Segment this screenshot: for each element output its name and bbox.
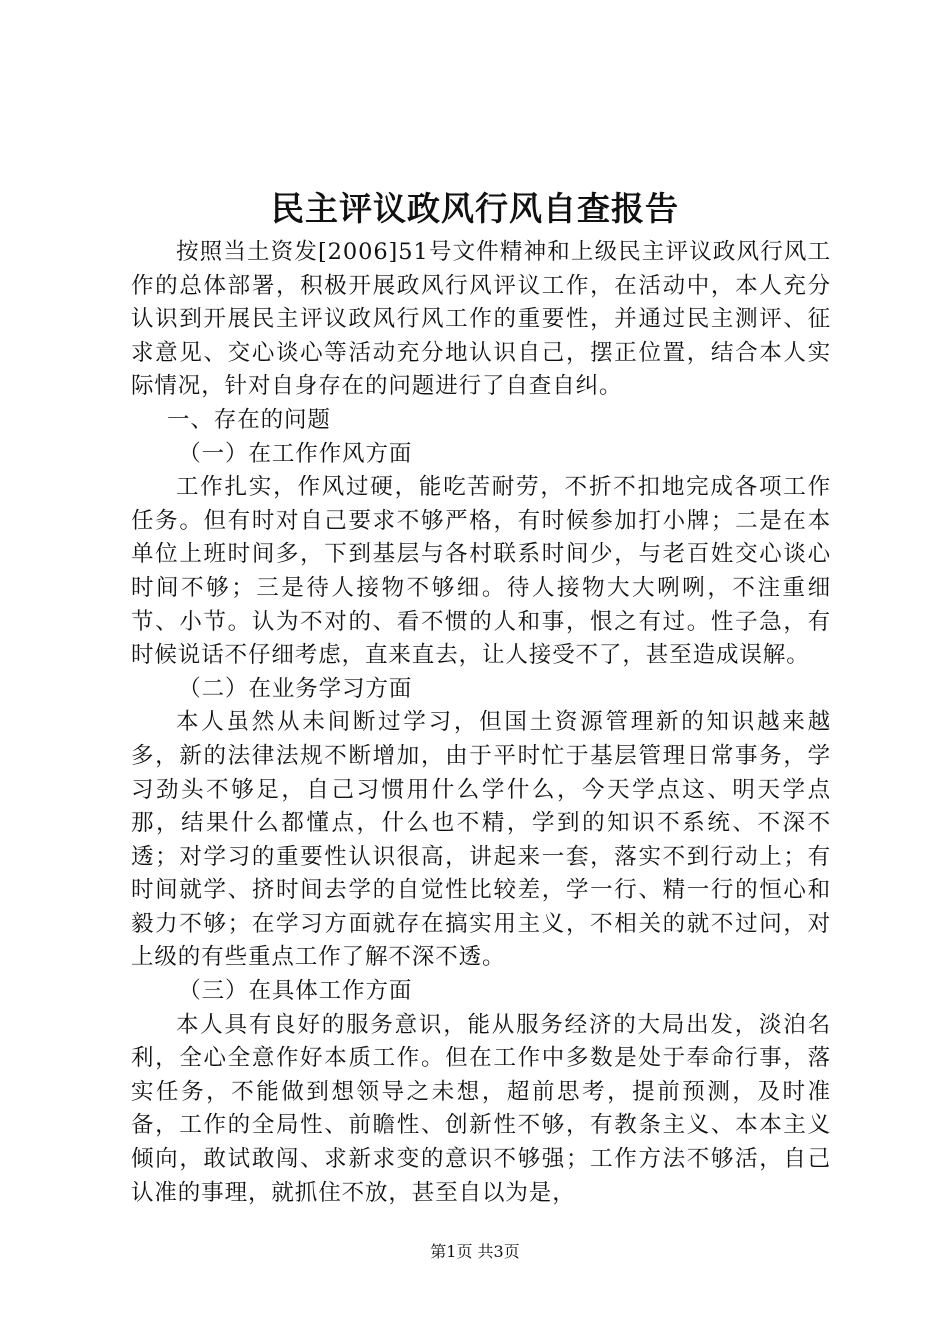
subsection-heading-specific-work: （三）在具体工作方面 xyxy=(178,978,413,1005)
work-style-paragraph: 工作扎实，作风过硬，能吃苦耐劳，不折不扣地完成各项工作任务。但有时对自己要求不够严格，有时候参加打小牌；二是在本单位上班时间多，下到基层与各村联系时间少，与老百姓交心谈心时间不够；三是待人接物不够细。待人接物大大咧咧，不注重细节、小节。认为不对的、看不惯的人和事，恨之有过。性子急，有时候说话不仔细考虑，直来直去，让人接受不了，甚至造成误解。 xyxy=(131,474,831,669)
study-paragraph: 本人虽然从未间断过学习，但国土资源管理新的知识越来越多，新的法律法规不断增加，由于平时忙于基层管理日常事务，学习劲头不够足，自己习惯用什么学什么，今天学点这、明天学点那，结果什么都懂点，什么也不精，学到的知识不系统、不深不透；对学习的重要性认识很高，讲起来一套，落实不到行动上；有时间就学、挤时间去学的自觉性比较差，学一行、精一行的恒心和毅力不够；在学习方面就存在搞实用主义，不相关的就不过问，对上级的有些重点工作了解不深不透。 xyxy=(131,709,831,971)
section-heading-problems: 一、存在的问题 xyxy=(167,406,331,433)
subsection-heading-study: （二）在业务学习方面 xyxy=(178,675,413,702)
page-footer: 第1页 共3页 xyxy=(430,1242,520,1261)
intro-paragraph: 按照当土资发[2006]51号文件精神和上级民主评议政风行风工作的总体部署，积极开展政风行风评议工作，在活动中，本人充分认识到开展民主评议政风行风工作的重要性，并通过民主测评、征求意见、交心谈心等活动充分地认识自己，摆正位置，结合本人实际情况，针对自身存在的问题进行了自查自纠。 xyxy=(131,239,831,400)
subsection-heading-work-style: （一）在工作作风方面 xyxy=(178,440,413,467)
document-body xyxy=(131,236,831,1210)
specific-work-paragraph: 本人具有良好的服务意识，能从服务经济的大局出发，淡泊名利，全心全意作好本质工作。但在工作中多数是处于奉命行事，落实任务，不能做到想领导之未想，超前思考，提前预测，及时准备，工作的全局性、前瞻性、创新性不够，有教条主义、本本主义倾向，敢试敢闯、求新求变的意识不够强；工作方法不够活，自己认准的事理，就抓住不放，甚至自以为是， xyxy=(131,1011,831,1206)
document-title: 民主评议政风行风自查报告 xyxy=(271,189,679,228)
